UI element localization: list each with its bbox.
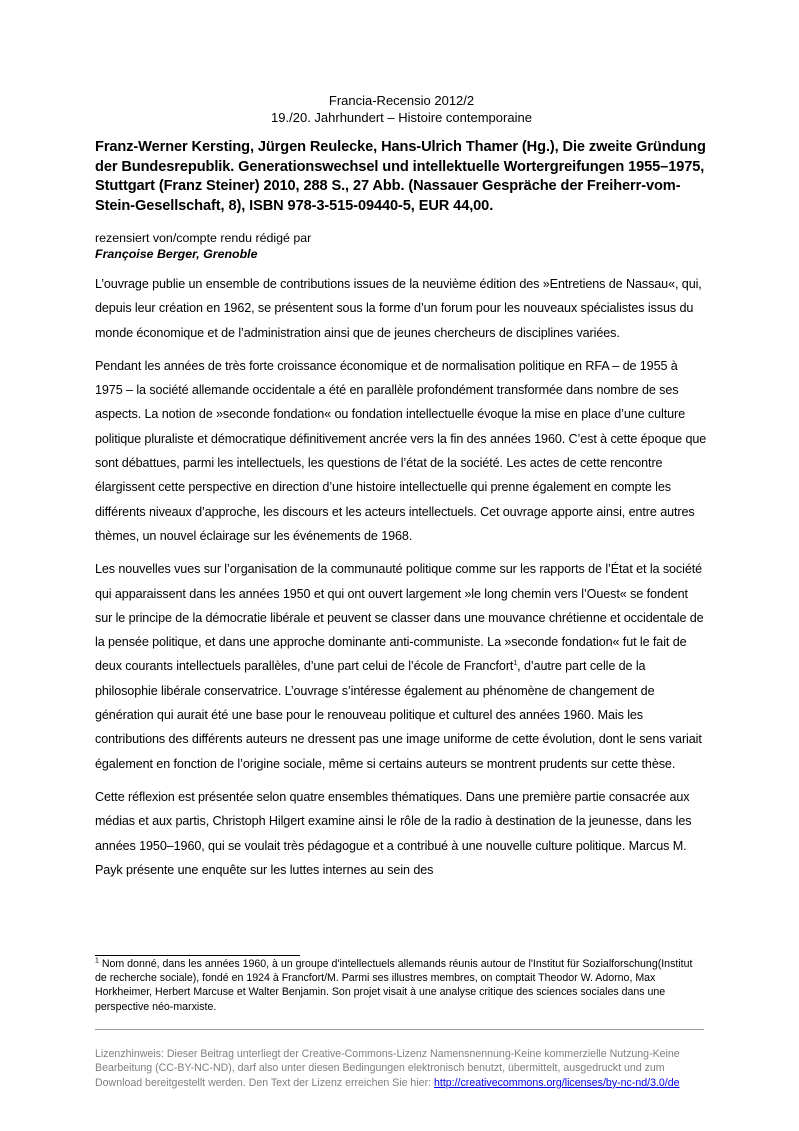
journal-section: 19./20. Jahrhundert – Histoire contemporaine <box>271 110 532 125</box>
license-text: Lizenzhinweis: Dieser Beitrag unterliegt der Creative-Commons-Lizenz Namensnennung-Keine kommerzielle Nutzung-Keine Bearbeitung (CC-BY-NC-ND), darf also unter diesen Bedingungen elektronisch benutzt, übermittelt, ausgedruckt und zum Download bereitgestellt werden. Den Text der Lizenz erreichen Sie hier: <box>95 1048 680 1089</box>
footnote-number: 1 <box>95 957 99 965</box>
journal-issue: Francia-Recensio 2012/2 <box>328 93 475 108</box>
reviewer-name: Françoise Berger, Grenoble <box>95 246 258 261</box>
journal-header <box>95 92 708 126</box>
paragraph-4: Cette réflexion est présentée selon quatre ensembles thématiques. Dans une première partie consacrée aux médias et aux partis, Christoph Hilgert examine ainsi le rôle de la radio à destination de la jeunesse, dans les années 1950–1960, qui se voulait très pédagogue et a contribué à une nouvelle culture politique. Marcus M. Payk présente une enquête sur les luttes internes au sein des <box>95 789 692 877</box>
review-title: Franz-Werner Kersting, Jürgen Reulecke, Hans-Ulrich Thamer (Hg.), Die zweite Gründung der Bundesrepublik. Generationswechsel und intellektuelle Wortergreifungen 1955–1975, Stuttgart (Franz Steiner) 2010, 288 S., 27 Abb. (Nassauer Gespräche der Freiherr-vom-Stein-Gesellschaft, 8), ISBN 978-3-515-09440-5, EUR 44,00. <box>95 139 706 214</box>
paragraph-1: L’ouvrage publie un ensemble de contributions issues de la neuvième édition des »Entretiens de Nassau«, qui, depuis leur création en 1962, se présentent sous la forme d’un forum pour les nouveaux spécialistes issus du monde économique et de l’administration ainsi que de jeunes chercheurs de disciplines variées. <box>95 277 702 340</box>
footnote-separator <box>95 955 300 956</box>
footnote <box>95 957 707 1014</box>
license-link[interactable]: http://creativecommons.org/licenses/by-nc-nd/3.0/de <box>434 1076 680 1089</box>
reviewer-block <box>95 231 708 262</box>
paragraph-3-text-b: , d’autre part celle de la philosophie libérale conservatrice. L’ouvrage s’intéresse également au phénomène de changement de génération qui aurait été une base pour le renouveau politique et culturel des années 1960. Mais les contributions des différents auteurs ne dressent pas une image uniforme de cette évolution, dont le sens variait également en fonction de l’origine sociale, même si certains auteurs se montrent prudents sur cette thèse. <box>95 659 702 771</box>
paragraph-2: Pendant les années de très forte croissance économique et de normalisation politique en RFA – de 1955 à 1975 – la société allemande occidentale a été en parallèle profondément transformée dans nombre de ses aspects. La notion de »seconde fondation« ou fondation intellectuelle évoque la mise en place d’une culture politique pluraliste et démocratique définitivement ancrée vers la fin des années 1960. C’est à cette époque que sont débattues, parmi les intellectuels, les questions de l’état de la société. Les actes de cette rencontre élargissent cette perspective en direction d’une histoire intellectuelle qui prenne également en compte les différents niveaux d’approche, les discours et les acteurs intellectuels. Cet ouvrage apporte ainsi, entre autres thèmes, un nouvel éclairage sur les événements de 1968. <box>95 358 707 543</box>
document-body <box>95 92 708 882</box>
license-notice <box>95 1047 707 1090</box>
footnote-text: Nom donné, dans les années 1960, à un groupe d'intellectuels allemands réunis autour de l'Institut für Sozialforschung(Institut de recherche sociale), fondé en 1924 à Francfort/M. Parmi ses illustres membres, on comptait Theodor W. Adorno, Max Horkheimer, Herbert Marcuse et Walter Benjamin. Son projet visait à une analyse critique des sciences sociales dans une perspective néo-marxiste. <box>95 958 693 1013</box>
paragraph-3-text-a: Les nouvelles vues sur l’organisation de la communauté politique comme sur les rapports de l’État et la société qui apparaissent dans les années 1950 et qui ont ouvert largement »le long chemin vers l’Ouest« se fondent sur le principe de la démocratie libérale et peuvent se classer dans une mouvance chrétienne et occidentale de la pensée politique, et dans une approche dominante anti-communiste. La »seconde fondation« fut le fait de deux courants intellectuels parallèles, d’une part celui de l’école de Francfort <box>95 562 704 674</box>
paragraph-3 <box>95 557 708 776</box>
reviewed-by-label: rezensiert von/compte rendu rédigé par <box>95 231 312 245</box>
footer-separator <box>95 1029 704 1030</box>
footnote-reference[interactable]: 1 <box>513 660 518 668</box>
